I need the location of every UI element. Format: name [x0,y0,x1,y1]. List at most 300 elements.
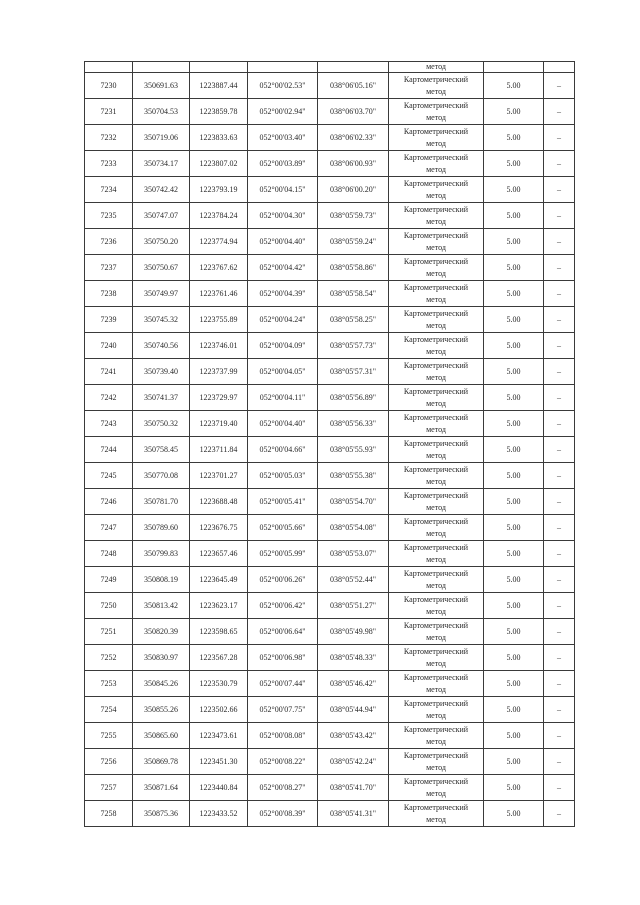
method-line-1: Картометрический [403,776,469,786]
y-coordinate-cell: 1223755.89 [190,307,248,333]
longitude-cell: 038°06'00.93" [318,151,389,177]
x-coordinate-cell: 350719.06 [133,125,190,151]
method-line-2: метод [426,476,446,486]
continued-row [85,62,575,73]
table-row [85,619,575,645]
method-line-2: метод [426,398,446,408]
accuracy-cell: 5.00 [484,229,544,255]
method-cell [389,177,484,203]
method-line-1: Картометрический [403,74,469,84]
longitude-cell: 038°05'52.44" [318,567,389,593]
method-line-2: метод [426,164,446,174]
y-coordinate-cell: 1223807.02 [190,151,248,177]
latitude-cell: 052°00'04.40" [248,411,318,437]
y-coordinate-cell: 1223774.94 [190,229,248,255]
latitude-cell: 052°00'04.66" [248,437,318,463]
x-coordinate-cell: 350734.17 [133,151,190,177]
x-coordinate-cell: 350855.26 [133,697,190,723]
x-coordinate-cell: 350704.53 [133,99,190,125]
method-line-1: Картометрический [403,126,469,136]
method-line-2: метод [426,320,446,330]
point-number-cell: 7235 [85,203,133,229]
longitude-cell: 038°05'51.27" [318,593,389,619]
note-cell: – [544,99,575,125]
point-number-cell: 7252 [85,645,133,671]
note-cell: – [544,489,575,515]
method-line-2: метод [426,424,446,434]
x-coordinate-cell: 350781.70 [133,489,190,515]
x-coordinate-cell: 350745.32 [133,307,190,333]
method-word: метод [426,62,446,71]
longitude-cell: 038°05'41.70" [318,775,389,801]
y-coordinate-cell: 1223433.52 [190,801,248,827]
accuracy-cell: 5.00 [484,307,544,333]
accuracy-cell: 5.00 [484,645,544,671]
longitude-cell: 038°05'58.86" [318,255,389,281]
method-line-2: метод [426,216,446,226]
note-cell: – [544,593,575,619]
accuracy-cell: 5.00 [484,437,544,463]
method-line-1: Картометрический [403,308,469,318]
latitude-cell: 052°00'04.40" [248,229,318,255]
y-coordinate-cell: 1223767.62 [190,255,248,281]
method-line-1: Картометрический [403,542,469,552]
x-coordinate-cell: 350750.67 [133,255,190,281]
table-row [85,645,575,671]
method-cell [389,151,484,177]
method-cell [389,437,484,463]
method-line-2: метод [426,710,446,720]
note-cell: – [544,749,575,775]
note-cell: – [544,73,575,99]
table-row [85,593,575,619]
x-coordinate-cell: 350789.60 [133,515,190,541]
y-coordinate-cell: 1223761.46 [190,281,248,307]
method-line-1: Картометрический [403,412,469,422]
y-coordinate-cell: 1223567.28 [190,645,248,671]
y-coordinate-cell: 1223784.24 [190,203,248,229]
accuracy-cell: 5.00 [484,359,544,385]
method-line-1: Картометрический [403,672,469,682]
note-cell: – [544,567,575,593]
latitude-cell: 052°00'04.39" [248,281,318,307]
method-line-1: Картометрический [403,490,469,500]
method-line-2: метод [426,86,446,96]
method-cell [389,801,484,827]
method-line-2: метод [426,788,446,798]
point-number-cell: 7234 [85,177,133,203]
latitude-cell: 052°00'02.94" [248,99,318,125]
method-line-2: метод [426,372,446,382]
longitude-cell: 038°05'41.31" [318,801,389,827]
point-number-cell: 7246 [85,489,133,515]
point-number-cell: 7231 [85,99,133,125]
point-number-cell: 7250 [85,593,133,619]
note-cell: – [544,775,575,801]
method-line-1: Картометрический [403,698,469,708]
table-row [85,411,575,437]
y-coordinate-cell: 1223623.17 [190,593,248,619]
accuracy-cell: 5.00 [484,775,544,801]
method-cell [389,489,484,515]
longitude-cell: 038°05'58.25" [318,307,389,333]
point-number-cell: 7257 [85,775,133,801]
accuracy-cell: 5.00 [484,99,544,125]
latitude-cell: 052°00'06.64" [248,619,318,645]
method-cell [389,385,484,411]
longitude-cell: 038°05'43.42" [318,723,389,749]
y-coordinate-cell: 1223737.99 [190,359,248,385]
x-coordinate-cell: 350739.40 [133,359,190,385]
point-number-cell: 7230 [85,73,133,99]
accuracy-cell: 5.00 [484,73,544,99]
method-line-1: Картометрический [403,204,469,214]
x-coordinate-cell: 350875.36 [133,801,190,827]
note-cell: – [544,307,575,333]
note-cell: – [544,723,575,749]
note-cell: – [544,437,575,463]
method-line-1: Картометрический [403,802,469,812]
method-cell [389,73,484,99]
method-line-2: метод [426,294,446,304]
point-number-cell: 7233 [85,151,133,177]
point-number-cell: 7242 [85,385,133,411]
longitude-cell: 038°05'46.42" [318,671,389,697]
accuracy-cell: 5.00 [484,125,544,151]
method-line-2: метод [426,580,446,590]
x-coordinate-cell: 350741.37 [133,385,190,411]
table-row [85,359,575,385]
x-coordinate-cell: 350747.07 [133,203,190,229]
point-number-cell: 7255 [85,723,133,749]
method-line-1: Картометрический [403,724,469,734]
method-line-1: Картометрический [403,386,469,396]
x-coordinate-cell: 350742.42 [133,177,190,203]
point-number-cell: 7247 [85,515,133,541]
latitude-cell: 052°00'08.08" [248,723,318,749]
table-row [85,697,575,723]
method-line-2: метод [426,814,446,824]
latitude-cell: 052°00'05.66" [248,515,318,541]
method-line-2: метод [426,112,446,122]
accuracy-cell: 5.00 [484,541,544,567]
point-number-cell: 7244 [85,437,133,463]
latitude-cell: 052°00'04.11" [248,385,318,411]
method-cell [389,619,484,645]
note-cell: – [544,333,575,359]
longitude-cell: 038°05'55.93" [318,437,389,463]
method-cell [389,463,484,489]
point-number-cell: 7256 [85,749,133,775]
method-cell [389,125,484,151]
method-line-2: метод [426,762,446,772]
method-line-2: метод [426,606,446,616]
latitude-cell: 052°00'06.42" [248,593,318,619]
method-line-1: Картометрический [403,282,469,292]
x-coordinate-cell: 350871.64 [133,775,190,801]
longitude-cell: 038°06'02.33" [318,125,389,151]
point-number-cell: 7248 [85,541,133,567]
y-coordinate-cell: 1223719.40 [190,411,248,437]
longitude-cell: 038°05'56.33" [318,411,389,437]
table-row [85,567,575,593]
table-row [85,229,575,255]
table-row [85,775,575,801]
y-coordinate-cell: 1223657.46 [190,541,248,567]
x-coordinate-cell: 350749.97 [133,281,190,307]
x-coordinate-cell: 350750.32 [133,411,190,437]
x-coordinate-cell: 350770.08 [133,463,190,489]
longitude-cell: 038°05'55.38" [318,463,389,489]
point-number-cell: 7238 [85,281,133,307]
note-cell: – [544,697,575,723]
longitude-cell: 038°05'54.08" [318,515,389,541]
point-number-cell: 7241 [85,359,133,385]
y-coordinate-cell: 1223701.27 [190,463,248,489]
note-cell: – [544,463,575,489]
y-coordinate-cell: 1223859.78 [190,99,248,125]
latitude-cell: 052°00'03.89" [248,151,318,177]
point-number-cell: 7240 [85,333,133,359]
latitude-cell: 052°00'08.39" [248,801,318,827]
method-line-2: метод [426,684,446,694]
table-row [85,333,575,359]
method-cell [389,359,484,385]
method-line-1: Картометрический [403,750,469,760]
x-coordinate-cell: 350758.45 [133,437,190,463]
point-number-cell: 7253 [85,671,133,697]
point-number-cell: 7232 [85,125,133,151]
note-cell: – [544,515,575,541]
latitude-cell: 052°00'08.22" [248,749,318,775]
method-line-2: метод [426,658,446,668]
latitude-cell: 052°00'04.30" [248,203,318,229]
y-coordinate-cell: 1223746.01 [190,333,248,359]
table-body [85,62,575,827]
y-coordinate-cell: 1223833.63 [190,125,248,151]
longitude-cell: 038°05'53.07" [318,541,389,567]
longitude-cell: 038°05'56.89" [318,385,389,411]
table-row [85,151,575,177]
latitude-cell: 052°00'04.09" [248,333,318,359]
method-line-1: Картометрический [403,152,469,162]
accuracy-cell: 5.00 [484,593,544,619]
method-line-1: Картометрический [403,100,469,110]
latitude-cell: 052°00'04.05" [248,359,318,385]
method-cell [389,671,484,697]
note-cell: – [544,385,575,411]
note-cell: – [544,255,575,281]
note-cell: – [544,645,575,671]
table-row [85,307,575,333]
method-cell [389,203,484,229]
table-row [85,749,575,775]
table-row [85,177,575,203]
latitude-cell: 052°00'05.99" [248,541,318,567]
point-number-cell: 7249 [85,567,133,593]
table-row [85,437,575,463]
method-cell [389,229,484,255]
table-row [85,515,575,541]
point-number-cell: 7236 [85,229,133,255]
method-line-2: метод [426,268,446,278]
latitude-cell: 052°00'05.03" [248,463,318,489]
latitude-cell: 052°00'04.24" [248,307,318,333]
method-line-1: Картометрический [403,438,469,448]
y-coordinate-cell: 1223688.48 [190,489,248,515]
note-cell: – [544,151,575,177]
accuracy-cell: 5.00 [484,723,544,749]
y-coordinate-cell: 1223451.30 [190,749,248,775]
x-coordinate-cell: 350799.83 [133,541,190,567]
longitude-cell: 038°06'05.16" [318,73,389,99]
note-cell: – [544,619,575,645]
accuracy-cell: 5.00 [484,177,544,203]
longitude-cell: 038°05'48.33" [318,645,389,671]
method-line-2: метод [426,554,446,564]
latitude-cell: 052°00'07.75" [248,697,318,723]
method-line-1: Картометрический [403,646,469,656]
y-coordinate-cell: 1223793.19 [190,177,248,203]
y-coordinate-cell: 1223440.84 [190,775,248,801]
accuracy-cell: 5.00 [484,255,544,281]
accuracy-cell: 5.00 [484,515,544,541]
method-cell [389,281,484,307]
longitude-cell: 038°05'57.73" [318,333,389,359]
method-line-1: Картометрический [403,594,469,604]
method-cell [389,749,484,775]
note-cell: – [544,203,575,229]
method-cell [389,567,484,593]
note-cell: – [544,801,575,827]
x-coordinate-cell: 350820.39 [133,619,190,645]
method-line-1: Картометрический [403,568,469,578]
table-row [85,801,575,827]
method-cell [389,723,484,749]
longitude-cell: 038°05'59.73" [318,203,389,229]
method-cell [389,541,484,567]
method-line-2: метод [426,736,446,746]
y-coordinate-cell: 1223598.65 [190,619,248,645]
note-cell: – [544,229,575,255]
latitude-cell: 052°00'04.15" [248,177,318,203]
method-line-1: Картометрический [403,178,469,188]
latitude-cell: 052°00'04.42" [248,255,318,281]
table-row [85,99,575,125]
method-line-1: Картометрический [403,464,469,474]
note-cell: – [544,671,575,697]
accuracy-cell: 5.00 [484,281,544,307]
point-number-cell: 7245 [85,463,133,489]
method-line-1: Картометрический [403,360,469,370]
y-coordinate-cell: 1223711.84 [190,437,248,463]
accuracy-cell: 5.00 [484,151,544,177]
method-line-2: метод [426,190,446,200]
note-cell: – [544,411,575,437]
latitude-cell: 052°00'07.44" [248,671,318,697]
method-cell [389,411,484,437]
accuracy-cell: 5.00 [484,697,544,723]
table-row [85,671,575,697]
coordinates-table [84,61,575,827]
note-cell: – [544,281,575,307]
accuracy-cell: 5.00 [484,489,544,515]
accuracy-cell: 5.00 [484,203,544,229]
latitude-cell: 052°00'06.26" [248,567,318,593]
y-coordinate-cell: 1223530.79 [190,671,248,697]
method-cell [389,99,484,125]
x-coordinate-cell: 350869.78 [133,749,190,775]
method-cell-continued [389,62,484,73]
method-cell [389,515,484,541]
accuracy-cell: 5.00 [484,567,544,593]
y-coordinate-cell: 1223645.49 [190,567,248,593]
longitude-cell: 038°06'00.20" [318,177,389,203]
accuracy-cell: 5.00 [484,749,544,775]
method-cell [389,333,484,359]
point-number-cell: 7237 [85,255,133,281]
longitude-cell: 038°05'58.54" [318,281,389,307]
point-number-cell: 7239 [85,307,133,333]
table-row [85,125,575,151]
method-cell [389,593,484,619]
table-row [85,281,575,307]
method-line-2: метод [426,346,446,356]
table-row [85,723,575,749]
method-cell [389,697,484,723]
method-line-2: метод [426,242,446,252]
latitude-cell: 052°00'02.53" [248,73,318,99]
accuracy-cell: 5.00 [484,411,544,437]
y-coordinate-cell: 1223676.75 [190,515,248,541]
longitude-cell: 038°05'54.70" [318,489,389,515]
x-coordinate-cell: 350813.42 [133,593,190,619]
point-number-cell: 7251 [85,619,133,645]
note-cell: – [544,541,575,567]
x-coordinate-cell: 350691.63 [133,73,190,99]
method-line-1: Картометрический [403,620,469,630]
method-line-2: метод [426,502,446,512]
method-line-2: метод [426,138,446,148]
latitude-cell: 052°00'06.98" [248,645,318,671]
longitude-cell: 038°05'44.94" [318,697,389,723]
method-line-1: Картометрический [403,334,469,344]
x-coordinate-cell: 350845.26 [133,671,190,697]
accuracy-cell: 5.00 [484,333,544,359]
y-coordinate-cell: 1223729.97 [190,385,248,411]
accuracy-cell: 5.00 [484,671,544,697]
method-line-1: Картометрический [403,516,469,526]
table-row [85,541,575,567]
table-row [85,463,575,489]
longitude-cell: 038°05'42.24" [318,749,389,775]
note-cell: – [544,177,575,203]
method-line-1: Картометрический [403,230,469,240]
accuracy-cell: 5.00 [484,801,544,827]
y-coordinate-cell: 1223887.44 [190,73,248,99]
note-cell: – [544,359,575,385]
x-coordinate-cell: 350750.20 [133,229,190,255]
point-number-cell: 7258 [85,801,133,827]
longitude-cell: 038°05'59.24" [318,229,389,255]
table-row [85,385,575,411]
method-line-1: Картометрический [403,256,469,266]
x-coordinate-cell: 350865.60 [133,723,190,749]
accuracy-cell: 5.00 [484,463,544,489]
y-coordinate-cell: 1223502.66 [190,697,248,723]
note-cell: – [544,125,575,151]
longitude-cell: 038°05'57.31" [318,359,389,385]
